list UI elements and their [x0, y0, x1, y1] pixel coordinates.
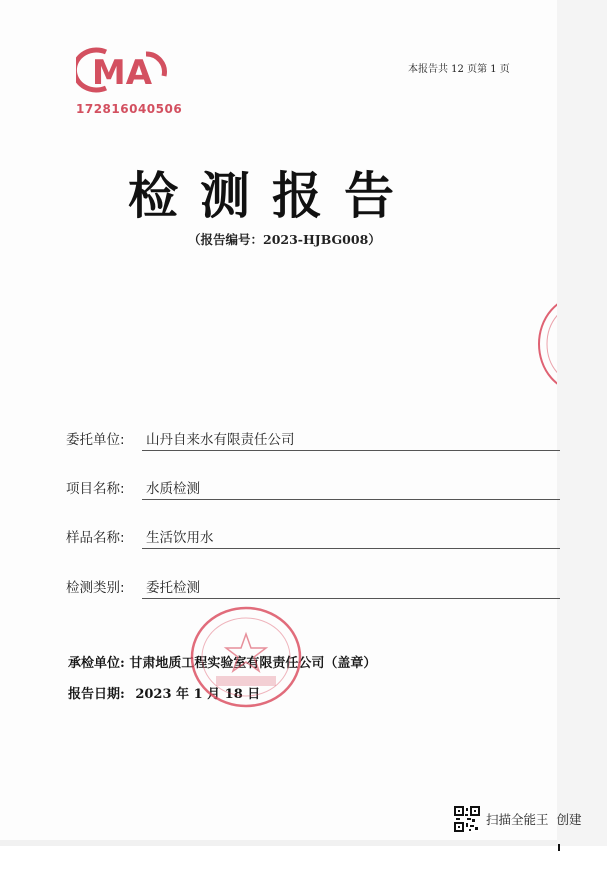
svg-text:MA: MA [91, 53, 153, 93]
cma-number: 172816040506 [76, 102, 183, 116]
scanner-app-name: 扫描全能王 [486, 812, 549, 827]
org-value: 甘肃地质工程实验室有限责任公司（盖章） [129, 656, 377, 671]
scanner-watermark [486, 810, 582, 828]
qr-code-icon [454, 806, 480, 832]
scanner-suffix: 创建 [556, 812, 582, 827]
field-label: 项目名称: [66, 481, 125, 497]
field-label: 样品名称: [66, 530, 125, 546]
date-value: 2023 年 1 月 18 日 [135, 687, 261, 702]
field-underline [142, 598, 560, 599]
edge-seal-icon [535, 292, 557, 396]
official-seal-icon [188, 604, 304, 710]
report-title: 检测报告 [128, 167, 416, 225]
field-value: 水质检测 [146, 481, 200, 497]
cma-logo-icon [76, 46, 168, 94]
crop-mark [558, 844, 560, 851]
field-label: 检测类别: [66, 580, 125, 596]
field-value: 生活饮用水 [146, 530, 214, 546]
field-value: 山丹自来水有限责任公司 [146, 432, 295, 448]
report-number: （报告编号：2023-HJBG008） [188, 232, 381, 247]
org-label: 承检单位: [68, 656, 125, 671]
field-value: 委托检测 [146, 580, 200, 596]
field-underline [142, 548, 560, 549]
field-label: 委托单位: [66, 432, 125, 448]
field-underline [142, 499, 560, 500]
page-count: 本报告共 12 页第 1 页 [408, 64, 510, 75]
page-edge-band [557, 0, 607, 846]
next-page-strip [0, 846, 607, 886]
field-underline [142, 450, 560, 451]
date-label: 报告日期: [68, 687, 125, 702]
